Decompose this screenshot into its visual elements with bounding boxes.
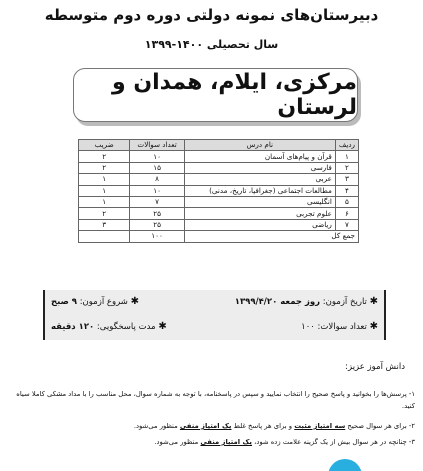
exam-date bbox=[235, 296, 378, 307]
question-count: ۲۵ bbox=[130, 219, 184, 230]
instruction-1: ۱- پرسش‌ها را بخوانید و پاسخ صحیح را انتخاب نمایید و سپس در پاسخنامه، با توجه به شماره سوال، محل مناسب را با مداد مشکی کاملا سیاه کنید. bbox=[16, 390, 415, 410]
exam-date-value: روز جمعه ۱۳۹۹/۴/۲۰ bbox=[234, 297, 321, 307]
duration-value: ۱۲۰ دقیقه bbox=[51, 322, 95, 332]
instruction-3-negative: یک امتیاز منفی bbox=[200, 438, 252, 446]
exam-date-label: تاریخ آزمون: bbox=[322, 297, 367, 307]
table-row bbox=[79, 219, 359, 230]
table-row bbox=[79, 151, 359, 162]
row-number: ۳ bbox=[335, 174, 358, 185]
decorative-circle bbox=[328, 459, 362, 471]
subject-name: فارسی bbox=[184, 162, 335, 173]
table-total-row bbox=[79, 231, 359, 242]
exam-info-box bbox=[43, 290, 386, 340]
total-label: جمع کل bbox=[184, 231, 358, 242]
subject-name: عربی bbox=[184, 174, 335, 185]
exam-start-value: ۹ صبح bbox=[51, 297, 77, 307]
instruction-2-negative: یک امتیاز منفی bbox=[179, 422, 232, 430]
table-row bbox=[79, 185, 359, 196]
star-icon: ✱ bbox=[158, 321, 167, 332]
row-number: ۴ bbox=[335, 185, 358, 196]
subject-name: مطالعات اجتماعی (جغرافیا، تاریخ، مدنی) bbox=[184, 185, 335, 196]
table-row bbox=[79, 196, 359, 207]
total-value: ۱۰۰ bbox=[130, 231, 184, 242]
exam-start-label: شروع آزمون: bbox=[79, 297, 128, 307]
question-count: ۱۰ bbox=[130, 185, 184, 196]
star-icon: ✱ bbox=[369, 296, 378, 307]
question-count: ۱۵ bbox=[130, 162, 184, 173]
instruction-3 bbox=[3, 436, 415, 448]
coefficient: ۱ bbox=[79, 196, 130, 207]
row-number: ۷ bbox=[335, 219, 358, 230]
question-count-info bbox=[301, 321, 378, 332]
header-question-count: تعداد سوالات bbox=[130, 140, 184, 151]
instruction-2-part: و برای هر پاسخ غلط bbox=[231, 422, 295, 430]
coefficient: ۱ bbox=[79, 174, 130, 185]
header-row-number: ردیف bbox=[335, 140, 358, 151]
question-count-label: تعداد سوالات: bbox=[317, 322, 367, 332]
question-count: ۸ bbox=[130, 174, 184, 185]
table-row bbox=[79, 174, 359, 185]
star-icon: ✱ bbox=[130, 296, 139, 307]
academic-year: سال تحصیلی ۱۴۰۰-۱۳۹۹ bbox=[144, 38, 279, 51]
provinces-title: مرکزی، ایلام، همدان و لرستان bbox=[112, 70, 357, 120]
duration-info bbox=[51, 321, 167, 332]
provinces-banner bbox=[73, 68, 358, 122]
question-count-value: ۱۰۰ bbox=[301, 322, 315, 332]
question-count: ۱۰ bbox=[130, 151, 184, 162]
coefficient: ۲ bbox=[79, 208, 130, 219]
table-header-row bbox=[79, 140, 359, 151]
instruction-2-positive: سه امتیاز مثبت bbox=[294, 422, 346, 430]
subject-name: انگلیسی bbox=[184, 196, 335, 207]
subjects-table bbox=[78, 139, 359, 243]
coefficient: ۱ bbox=[79, 185, 130, 196]
row-number: ۱ bbox=[335, 151, 358, 162]
subject-name: ریاضی bbox=[184, 219, 335, 230]
row-number: ۶ bbox=[335, 208, 358, 219]
table-row bbox=[79, 208, 359, 219]
greeting: دانش آموز عزیز: bbox=[345, 362, 405, 372]
coefficient: ۳ bbox=[79, 219, 130, 230]
coefficient: ۲ bbox=[79, 151, 130, 162]
star-icon: ✱ bbox=[369, 321, 378, 332]
header-subject: نام درس bbox=[184, 140, 335, 151]
exam-start bbox=[51, 296, 139, 307]
school-title: دبیرستان‌های نمونه دولتی دوره دوم متوسطه bbox=[44, 6, 379, 24]
instruction-3-part: ۳- چنانچه در هر سوال بیش از یک گزینه علامت زده شود، bbox=[251, 438, 415, 446]
subject-name: قرآن و پیام‌های آسمان bbox=[184, 151, 335, 162]
header-coefficient: ضریب bbox=[79, 140, 130, 151]
question-count: ۷ bbox=[130, 196, 184, 207]
row-number: ۵ bbox=[335, 196, 358, 207]
instruction-2-part: منظور می‌شود. bbox=[133, 422, 180, 430]
row-number: ۲ bbox=[335, 162, 358, 173]
subject-name: علوم تجربی bbox=[184, 208, 335, 219]
coefficient: ۲ bbox=[79, 162, 130, 173]
instruction-2 bbox=[3, 420, 415, 432]
duration-label: مدت پاسخگویی: bbox=[96, 322, 156, 332]
instruction-2-part: ۲- برای هر سوال صحیح bbox=[345, 422, 415, 430]
table-row bbox=[79, 162, 359, 173]
question-count: ۲۵ bbox=[130, 208, 184, 219]
instruction-3-part: منظور می‌شود. bbox=[154, 438, 201, 446]
total-empty-cell bbox=[79, 231, 130, 242]
